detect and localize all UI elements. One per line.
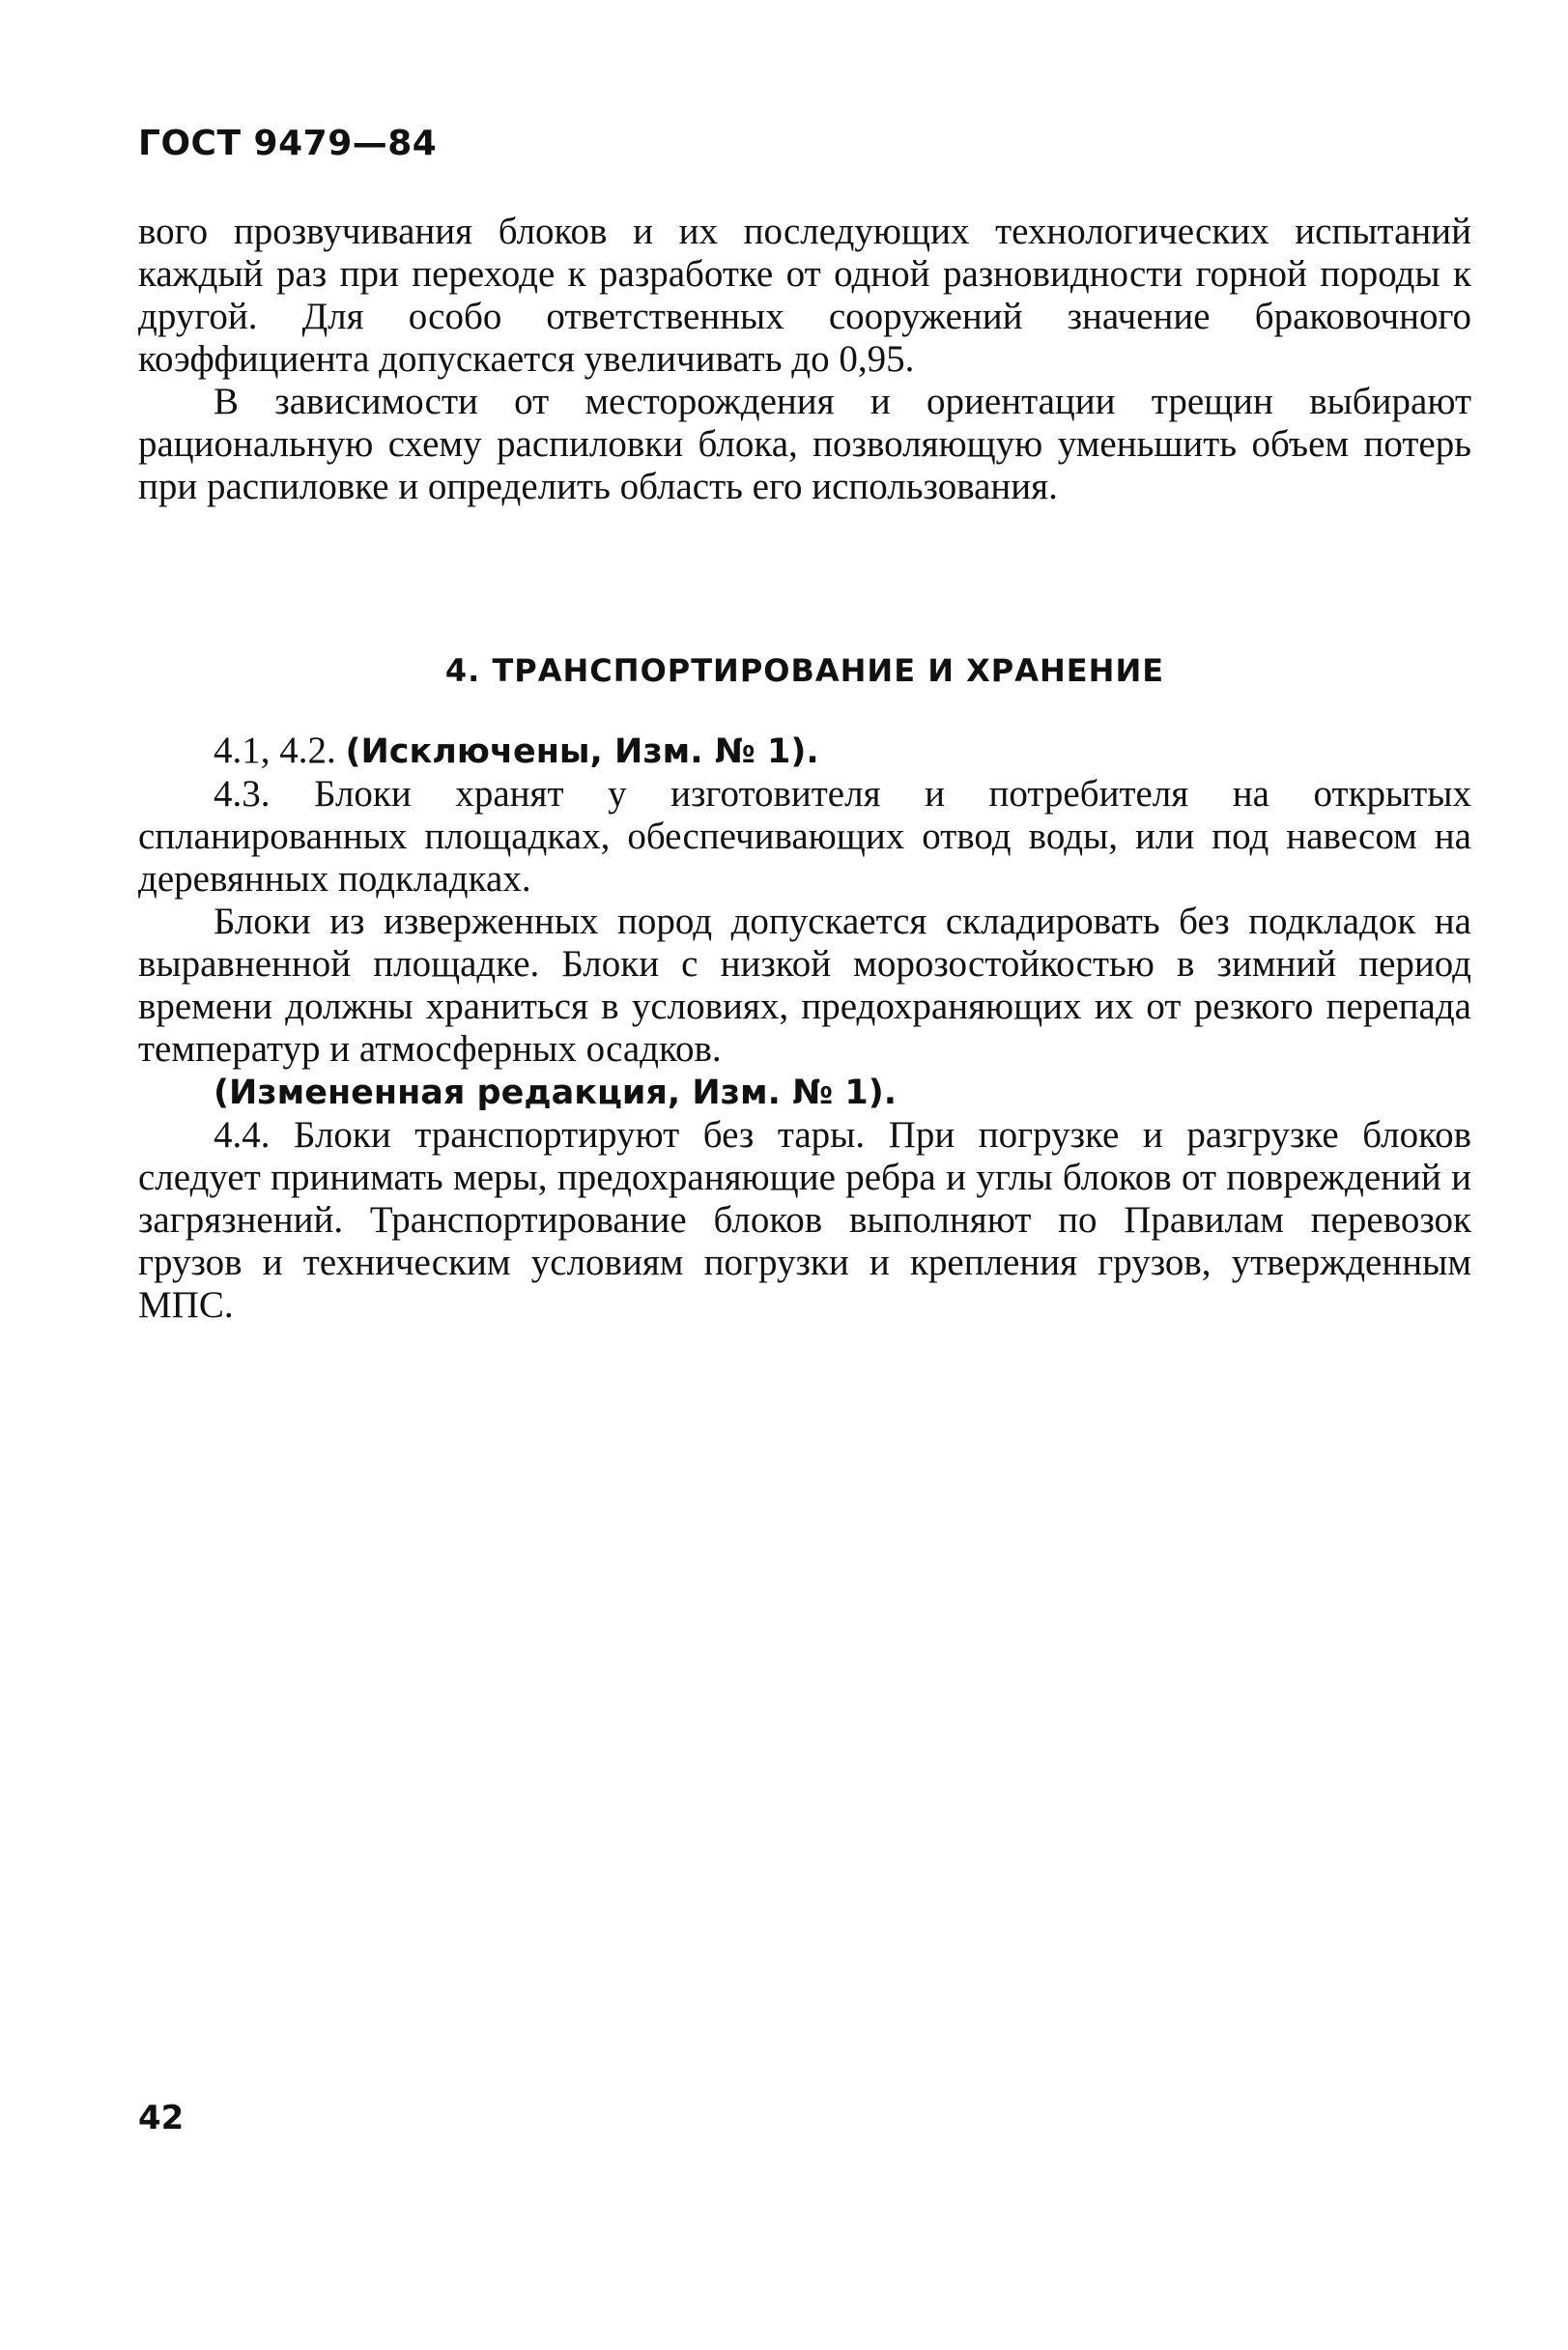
item-4-1-prefix: 4.1, 4.2. xyxy=(214,730,336,771)
item-4-3-note: (Измененная редакция, Изм. № 1). xyxy=(214,1074,898,1112)
item-4-3-note-line xyxy=(138,1071,1471,1114)
item-4-3-continuation: Блоки из изверженных пород допускается складировать без подкладок на выравненной площадке. Блоки с низкой морозостойкостью в зимний период времени должны храниться в условиях, предохраняющих их от резкого перепада температур и атмосферных осадков. xyxy=(138,901,1471,1070)
doc-header: ГОСТ 9479—84 xyxy=(138,124,438,163)
section-title: 4. ТРАНСПОРТИРОВАНИЕ И ХРАНЕНИЕ xyxy=(444,652,1165,689)
item-4-4: 4.4. Блоки транспортируют без тары. При погрузке и разгрузке блоков следует принимать меры, предохраняющие ребра и углы блоков от повреждений и загрязнений. Транспортирование блоков выполняют по Правилам перевозок грузов и техническим условиям погрузки и крепления грузов, утвержденным МПС. xyxy=(138,1114,1471,1326)
section4-block xyxy=(138,730,1471,1327)
intro-paragraph-1: вого прозвучивания блоков и их последующих технологических испытаний каждый раз при переходе к разработке от одной разновидности горной породы к другой. Для особо ответственных сооружений значение браковочного коэффициента допускается увеличивать до 0,95. xyxy=(138,211,1471,380)
intro-paragraph-2: В зависимости от месторождения и ориентации трещин выбирают рациональную схему распиловки блока, позволяющую уменьшить объем потерь при распиловке и определить область его использования. xyxy=(138,381,1471,507)
page-number: 42 xyxy=(138,2099,185,2137)
item-4-1 xyxy=(138,730,1471,773)
intro-block xyxy=(138,211,1471,508)
item-4-1-note: (Исключены, Изм. № 1). xyxy=(345,732,819,771)
item-4-3: 4.3. Блоки хранят у изготовителя и потребителя на открытых спланированных площадках, обеспечивающих отвод воды, или под навесом на деревянных подкладках. xyxy=(138,773,1471,900)
